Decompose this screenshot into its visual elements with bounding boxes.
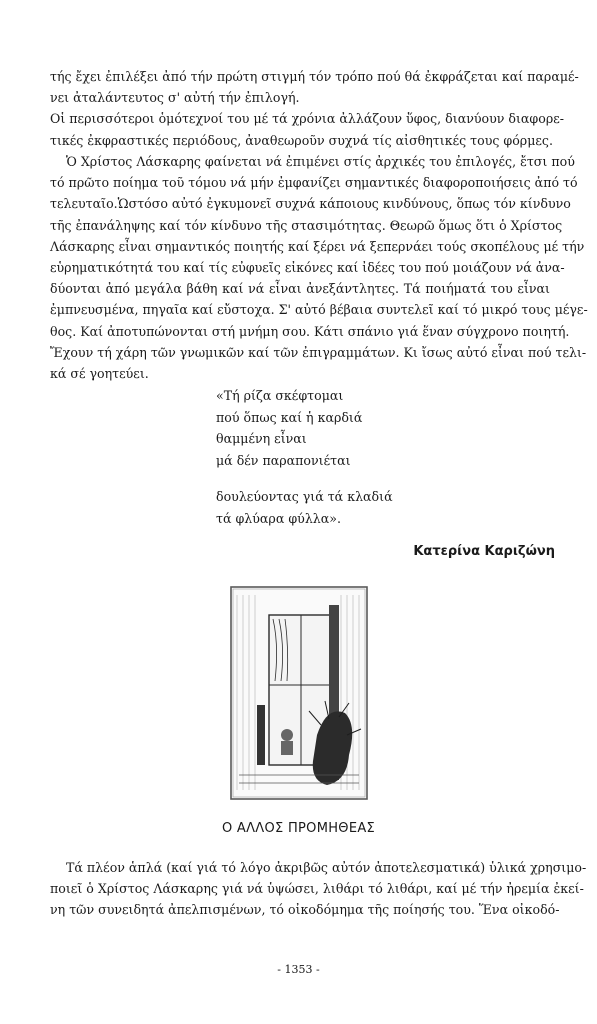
text-line: τής ἔχει ἐπιλέξει ἀπό τήν πρώτη στιγμή τόν τρόπο πού θά ἐκφράζεται καί παραμέ- <box>50 69 579 84</box>
text-line: Ἔχουν τή χάρη τῶν γνωμικῶν καί τῶν ἐπιγραμμάτων. Κι ἴσως αὐτό εἶναι πού τελι- <box>50 344 587 360</box>
section-title: Ο ΑΛΛΟΣ ΠΡΟΜΗΘΕΑΣ <box>221 821 376 836</box>
poem-line: δουλεύοντας γιά τά κλαδιά <box>216 489 393 504</box>
text-line: ἐμπνευσμένα, πηγαῖα καί εὔστοχα. Σ' αὐτό βέβαια συντελεῖ καί τό μικρό τους μέγε- <box>50 302 588 318</box>
text-line: δύονται ἀπό μεγάλα βάθη καί νά εἶναι ἀνεξάντλητες. Τά ποιήματά του εἶναι <box>50 281 550 297</box>
text-line: τό πρῶτο ποίημα τοῦ τόμου νά μήν ἐμφανίζει σημαντικές διαφοροποιήσεις ἀπό τό <box>50 175 578 191</box>
text-line: τικές ἐκφραστικές περιόδους, ἀναθεωροῦν συχνά τίς αἰσθητικές τους φόρμες. <box>50 132 553 148</box>
poem-line: τά φλύαρα φύλλα». <box>216 510 341 526</box>
poem-line: θαμμένη εἶναι <box>216 431 307 446</box>
poem-line: «Τή ρίζα σκέφτομαι <box>216 388 344 403</box>
text-line: νει ἀταλάντευτος σ' αὐτή τήν ἐπιλογή. <box>50 90 300 106</box>
text-line: Οἱ περισσότεροι ὁμότεχνοί του μέ τά χρόνια ἀλλάζουν ὕφος, διανύουν διαφορε- <box>50 111 565 127</box>
text-line: τελευταῖο.Ὡστόσο αὐτό ἐγκυμονεῖ συχνά κάποιους κινδύνους, ὅπως τόν κίνδυνο <box>50 196 571 212</box>
poem-line: μά δέν παραπονιέται <box>216 452 351 468</box>
paragraph-bottom <box>50 857 587 921</box>
window-sketch-illustration <box>229 585 369 807</box>
text-line: νη τῶν συνειδητά ἀπελπισμένων, τό οἰκοδόμημα τῆς ποίησής του. Ἕνα οἰκοδό- <box>50 902 560 918</box>
poem-stanza-2 <box>216 486 393 529</box>
text-line: Ὁ Χρίστος Λάσκαρης φαίνεται νά ἐπιμένει στίς ἀρχικές του ἐπιλογές, ἔτσι πού <box>66 154 575 169</box>
poem-line: πού ὅπως καί ἡ καρδιά <box>216 409 363 425</box>
paragraph-main <box>50 151 588 384</box>
text-line: Τά πλέον ἁπλά (καί γιά τό λόγο ἀκριβῶς αὐτόν ἀποτελεσματικά) ὑλικά χρησιμο- <box>66 860 587 875</box>
page-number: - 1353 - <box>277 963 320 976</box>
text-line: ποιεῖ ὁ Χρίστος Λάσκαρης γιά νά ὑψώσει, λιθάρι τό λιθάρι, καί μέ τήν ἠρεμία ἐκεί- <box>50 881 584 897</box>
text-line: Λάσκαρης εἶναι σημαντικός ποιητής καί ξέρει νά ξεπερνάει τούς σκοπέλους μέ τήν <box>50 238 585 254</box>
poem-stanza-1 <box>216 385 362 471</box>
paragraph-top <box>50 66 579 151</box>
text-line: θος. Καί ἀποτυπώνονται στή μνήμη σου. Κάτι σπάνιο γιά ἕναν σύγχρονο ποιητή. <box>50 323 570 339</box>
text-line: εὑρηματικότητά του καί τίς εὐφυεῖς εἰκόνες καί ἰδέες του πού μοιάζουν νά ἀνα- <box>50 260 565 276</box>
text-line: τῆς ἐπανάληψης καί τόν κίνδυνο τῆς στασιμότητας. Θεωρῶ ὅμως ὅτι ὁ Χρίστος <box>50 217 563 233</box>
author-name: Κατερίνα Καριζώνη <box>413 544 555 559</box>
text-line: κά σέ γοητεύει. <box>50 366 149 382</box>
